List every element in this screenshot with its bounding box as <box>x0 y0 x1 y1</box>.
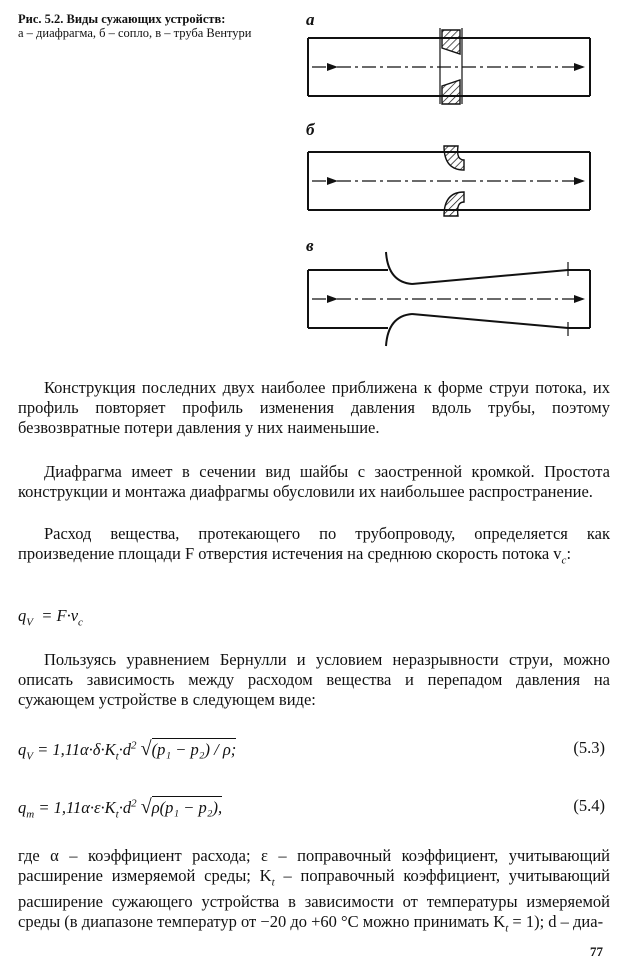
paragraph-3: Расход вещества, протекающего по трубопроводу, определяется как произведение площади F отверстия истечения на среднюю скорость потока $v_c$: <box>18 524 610 567</box>
f3-rhs: = 1,11α·ε·K <box>38 798 116 817</box>
paragraph-1 <box>18 378 610 438</box>
f2-tail: ·d <box>118 740 132 759</box>
paragraph-4 <box>18 650 610 710</box>
paragraph-5-text-c: = 1); d – диа- <box>512 912 604 932</box>
paragraph-5-text-b: – поправочный коэффициент, учитывающий расширение сужающего устройства в зависимости от температуры измеряемой среды (в диапазоне температур от −20 до +60 °С можно принимать K <box>18 866 611 932</box>
formula-flow-rate <box>18 606 83 628</box>
paragraph-5-text-a: где α – коэффициент расхода; ε – поправочный коэффициент, учитывающий расширение измеряемой среды; K <box>18 846 610 885</box>
f3-root: ρ(p₁ − p₂), <box>151 798 223 817</box>
paragraph-1-text: Конструкция последних двух наиболее приближена к форме струи потока, их профиль повторяет профиль изменения давления вдоль трубы, поэтому безвозвратные потери давления у них наименьшие. <box>18 378 610 437</box>
paragraph-2-text: Диафрагма имеет в сечении вид шайбы с заостренной кромкой. Простота конструкции и монтажа диафрагмы обусловили их наибольшее распространение. <box>18 462 610 501</box>
f1-q: q <box>18 606 27 625</box>
caption-body: а – диафрагма, б – сопло, в – труба Вентури <box>18 26 252 40</box>
figure-label-b: б <box>306 120 315 139</box>
equation-number-5-3: (5.3) <box>573 738 605 757</box>
f1-sub: V <box>26 616 33 629</box>
nozzle-drawing <box>308 146 590 216</box>
f2-kt-sub: t <box>115 750 119 763</box>
figure-label-c: в <box>306 236 314 255</box>
paragraph-5 <box>18 846 610 939</box>
equation-number-5-4: (5.4) <box>573 796 605 815</box>
caption-title: Рис. 5.2. Виды сужающих устройств: <box>18 12 226 26</box>
diaphragm-drawing <box>308 28 590 104</box>
f3-lhs-sub: m <box>26 808 35 821</box>
f2-sqrt-sign: √ <box>140 738 152 760</box>
formula-5-4 <box>18 796 222 820</box>
f3-lhs: q <box>18 798 27 817</box>
f2-root: (p₁ − p₂) / ρ; <box>151 740 237 759</box>
paragraph-2 <box>18 462 610 502</box>
f1-rhs: = F·v <box>41 606 79 625</box>
page-number: 77 <box>590 944 603 959</box>
venturi-drawing <box>308 252 590 346</box>
figure-label-a: а <box>306 10 315 29</box>
kt-subscript-2: t <box>505 922 509 935</box>
f2-lhs: q <box>18 740 27 759</box>
f3-tail: ·d <box>118 798 132 817</box>
f2-rhs: = 1,11α·δ·K <box>37 740 116 759</box>
f2-lhs-sub: V <box>26 750 33 763</box>
f1-rhs-sub: c <box>78 616 83 629</box>
paragraph-3-text: Расход вещества, протекающего по трубопроводу, определяется как произведение площади F отверстия истечения на среднюю скорость потока v <box>18 524 610 563</box>
f3-kt-sub: t <box>115 808 119 821</box>
velocity-subscript: c <box>561 554 567 567</box>
f2-sq: 2 <box>131 739 137 752</box>
kt-subscript-1: t <box>271 876 275 889</box>
paragraph-4-text: Пользуясь уравнением Бернулли и условием неразрывности струи, можно описать зависимость между расходом вещества и перепадом давления на сужающем устройстве в следующем виде: <box>18 650 610 709</box>
constriction-devices-figure <box>0 0 627 370</box>
f3-sq: 2 <box>131 797 137 810</box>
formula-5-3 <box>18 738 236 762</box>
f3-sqrt-sign: √ <box>140 796 152 818</box>
